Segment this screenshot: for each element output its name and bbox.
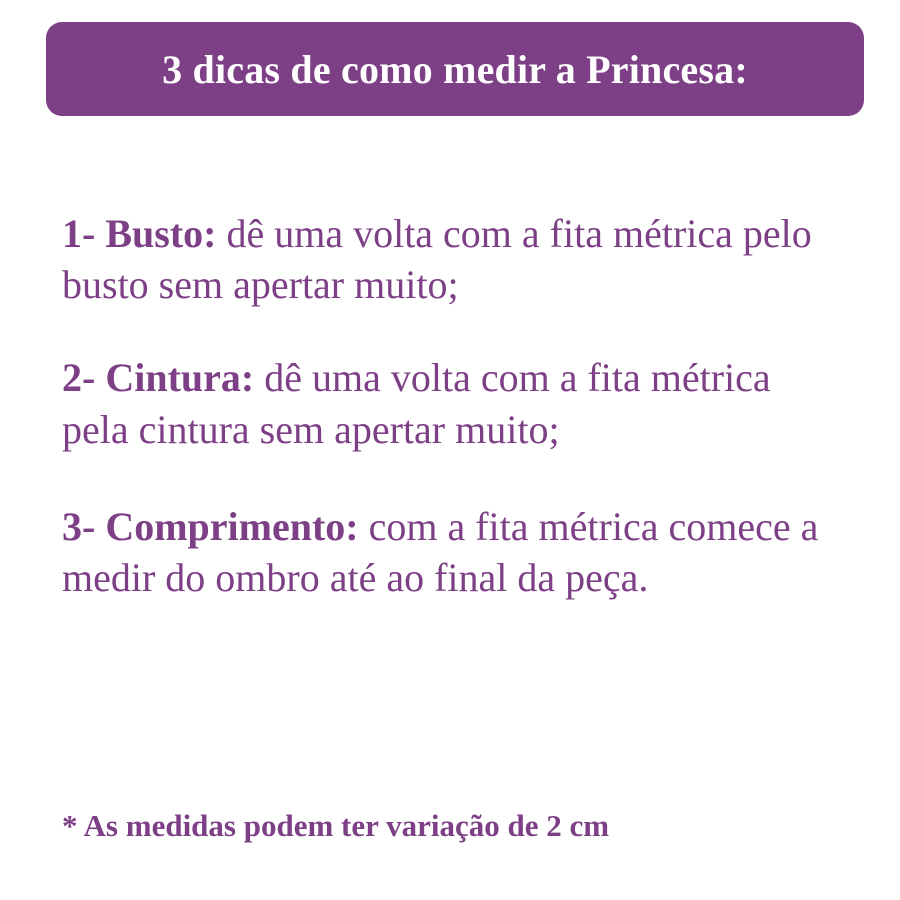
tip-label-busto: 1- Busto: bbox=[62, 211, 217, 256]
tip-label-cintura: 2- Cintura: bbox=[62, 355, 255, 401]
list-item bbox=[62, 501, 834, 603]
list-item bbox=[62, 352, 822, 454]
tip-text-busto: dê uma volta com a fita métrica pelo busto sem apertar muito; bbox=[62, 211, 812, 308]
page-title: 3 dicas de como medir a Princesa: bbox=[162, 46, 748, 92]
tips-list bbox=[62, 168, 852, 647]
footnote: * As medidas podem ter variação de 2 cm bbox=[62, 808, 610, 843]
tip-text-cintura: dê uma volta com a fita métrica pela cintura sem apertar muito; bbox=[62, 355, 771, 452]
header-banner bbox=[46, 22, 864, 116]
list-item bbox=[62, 208, 852, 310]
tip-label-comprimento: 3- Comprimento: bbox=[62, 503, 359, 549]
tip-text-comprimento: com a fita métrica comece a medir do ombro até ao final da peça. bbox=[62, 503, 819, 600]
